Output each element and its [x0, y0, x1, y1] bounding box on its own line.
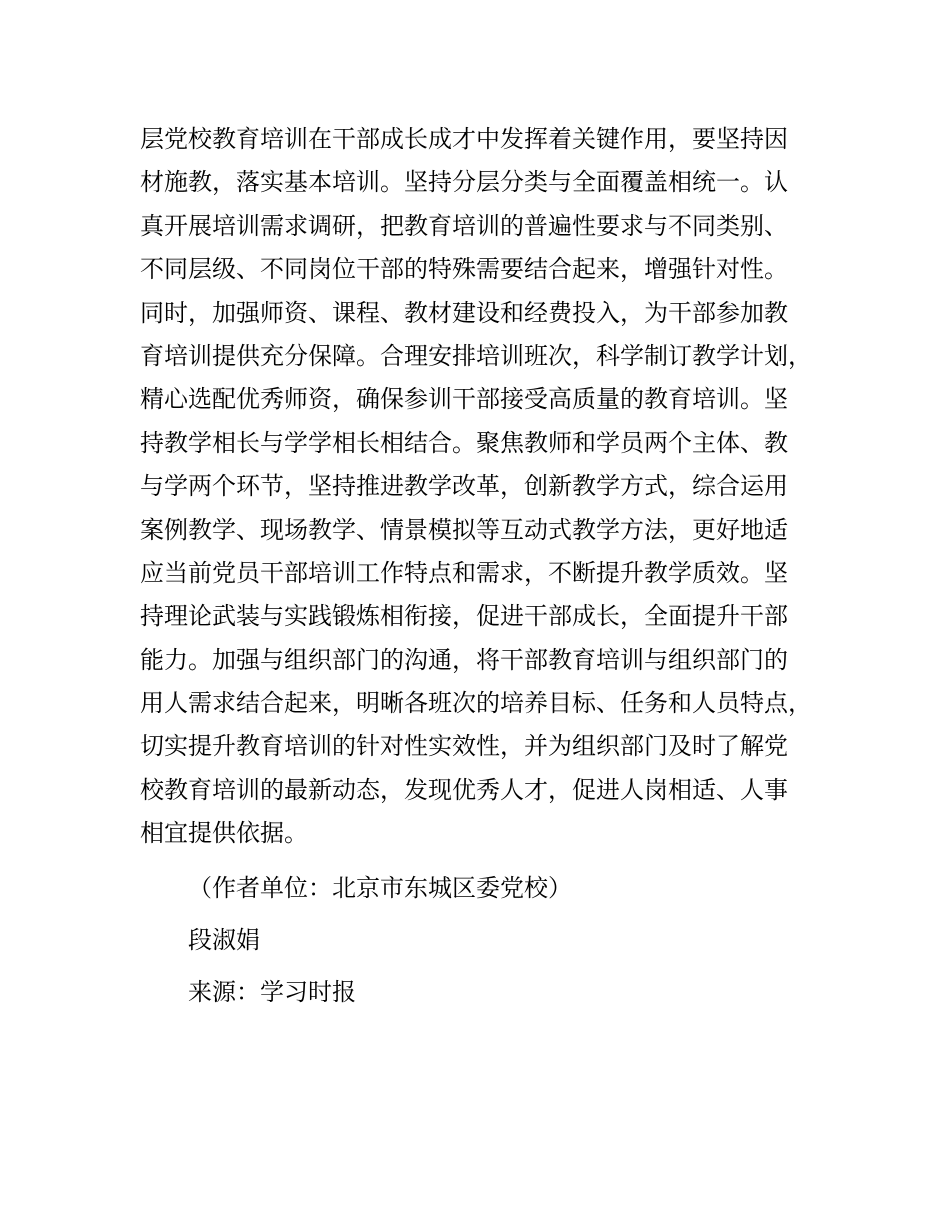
- body-line-8: 持教学相长与学学相长相结合。聚焦教师和学员两个主体、教: [140, 428, 788, 457]
- author-name: [188, 918, 788, 962]
- body-line-2: 材施教，落实基本培训。坚持分层分类与全面覆盖相统一。认: [140, 168, 788, 197]
- body-line-16: 校教育培训的最新动态，发现优秀人才，促进人岗相适、人事: [140, 775, 788, 804]
- article-body: [140, 118, 840, 856]
- body-line-9: 与学两个环节，坚持推进教学改革，创新教学方式，综合运用: [140, 472, 788, 501]
- body-line-3: 真开展培训需求调研，把教育培训的普遍性要求与不同类别、: [140, 211, 788, 240]
- body-line-15: 切实提升教育培训的针对性实效性，并为组织部门及时了解党: [140, 732, 788, 761]
- source-text: 来源：学习时报: [188, 978, 356, 1006]
- body-line-7: 精心选配优秀师资，确保参训干部接受高质量的教育培训。坚: [140, 385, 788, 414]
- source-line: [188, 970, 788, 1014]
- body-line-14: 用人需求结合起来，明晰各班次的培养目标、任务和人员特点，: [140, 689, 812, 718]
- body-line-4: 不同层级、不同岗位干部的特殊需要结合起来，增强针对性。: [140, 255, 788, 284]
- body-line-5: 同时，加强师资、课程、教材建设和经费投入，为干部参加教: [140, 298, 788, 327]
- body-line-1: 层党校教育培训在干部成长成才中发挥着关键作用，要坚持因: [140, 125, 788, 153]
- body-line-11: 应当前党员干部培训工作特点和需求，不断提升教学质效。坚: [140, 558, 788, 587]
- body-line-10: 案例教学、现场教学、情景模拟等互动式教学方法，更好地适: [140, 515, 788, 544]
- body-line-17: 相宜提供依据。: [140, 819, 308, 848]
- body-line-6: 育培训提供充分保障。合理安排培训班次，科学制订教学计划，: [140, 341, 812, 370]
- author-name-text: 段淑娟: [188, 926, 260, 954]
- body-line-13: 能力。加强与组织部门的沟通，将干部教育培训与组织部门的: [140, 645, 788, 674]
- author-unit: [188, 866, 788, 910]
- body-line-12: 持理论武装与实践锻炼相衔接，促进干部成长，全面提升干部: [140, 602, 788, 631]
- author-unit-text: （作者单位：北京市东城区委党校）: [188, 874, 572, 902]
